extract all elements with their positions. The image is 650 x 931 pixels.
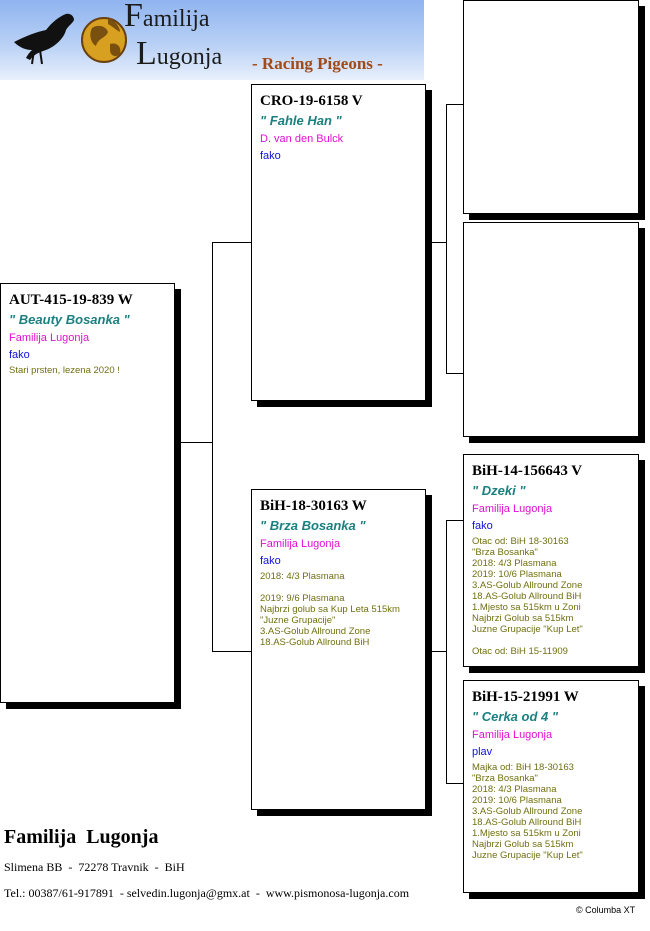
pedigree-card-sire-sire bbox=[463, 0, 639, 214]
breeder-name: Familija Lugonja bbox=[260, 538, 341, 550]
pigeon-color: plav bbox=[472, 746, 493, 758]
connector-line bbox=[446, 520, 464, 521]
pedigree-card-subject bbox=[0, 283, 175, 703]
pigeon-notes bbox=[9, 365, 166, 376]
note-line: "Juzne Grupacije" bbox=[260, 615, 336, 626]
note-line: 2018: 4/3 Plasmana bbox=[260, 571, 345, 582]
connector-line bbox=[212, 242, 252, 243]
breeder-name: D. van den Bulck bbox=[260, 133, 344, 145]
connector-line bbox=[446, 520, 447, 784]
logo-text-familija: Familija bbox=[124, 0, 210, 34]
connector-line bbox=[212, 651, 252, 652]
note-line: Najbrzi Golub sa 515km bbox=[472, 613, 574, 624]
breeder-name: Familija Lugonja bbox=[472, 729, 553, 741]
ring-number: BiH-14-156643 V bbox=[472, 463, 583, 479]
note-line: 18.AS-Golub Allround BiH bbox=[472, 817, 582, 828]
header-banner bbox=[0, 0, 424, 80]
breeder-name: Familija Lugonja bbox=[472, 503, 553, 515]
logo-text-lugonja: Lugonja bbox=[136, 35, 223, 72]
note-line: Najbrzi Golub sa 515km bbox=[472, 839, 574, 850]
note-line: Stari prsten, lezena 2020 ! bbox=[9, 365, 120, 376]
pigeon-notes bbox=[472, 536, 630, 657]
pedigree-card-dam-sire bbox=[463, 454, 639, 667]
note-line: Juzne Grupacije "Kup Let" bbox=[472, 624, 583, 635]
note-line: "Brza Bosanka" bbox=[472, 773, 538, 784]
note-line: 3.AS-Golub Allround Zone bbox=[472, 580, 583, 591]
ring-number: AUT-415-19-839 W bbox=[9, 292, 133, 308]
note-line: 2019: 10/6 Plasmana bbox=[472, 795, 562, 806]
pigeon-name: " Dzeki " bbox=[472, 483, 526, 498]
connector-line bbox=[446, 783, 464, 784]
connector-line bbox=[446, 104, 447, 374]
racing-pigeons-tagline: - Racing Pigeons - bbox=[252, 54, 383, 73]
footer-address: Slimena BB - 72278 Travnik - BiH bbox=[4, 860, 185, 874]
connector-line bbox=[174, 442, 213, 443]
note-line: Juzne Grupacije "Kup Let" bbox=[472, 850, 583, 861]
pigeon-notes bbox=[260, 571, 417, 648]
ring-number: CRO-19-6158 V bbox=[260, 93, 363, 109]
pigeon-name: " Brza Bosanka " bbox=[260, 518, 366, 533]
note-line: "Brza Bosanka" bbox=[472, 547, 538, 558]
footer-title: Familija Lugonja bbox=[4, 826, 159, 848]
connector-line bbox=[212, 242, 213, 652]
ring-number: BiH-18-30163 W bbox=[260, 498, 367, 514]
note-line: 2019: 9/6 Plasmana bbox=[260, 593, 345, 604]
pedigree-card-dam bbox=[251, 489, 426, 810]
connector-line bbox=[425, 651, 447, 652]
note-line: 3.AS-Golub Allround Zone bbox=[260, 626, 371, 637]
copyright-notice: © Columba XT bbox=[576, 905, 636, 915]
note-line: 18.AS-Golub Allround BiH bbox=[472, 591, 582, 602]
note-line: 2018: 4/3 Plasmana bbox=[472, 558, 557, 569]
note-line: Otac od: BiH 15-11909 bbox=[472, 646, 568, 657]
pigeon-color: fako bbox=[472, 520, 493, 532]
connector-line bbox=[446, 104, 464, 105]
note-line: 3.AS-Golub Allround Zone bbox=[472, 806, 583, 817]
note-line: 1.Mjesto sa 515km u Zoni bbox=[472, 828, 581, 839]
pigeon-icon bbox=[12, 8, 78, 66]
note-line bbox=[260, 582, 417, 593]
footer-contact: Tel.: 00387/61-917891 - selvedin.lugonja@gmx.at - www.pismonosa-lugonja.com bbox=[4, 886, 410, 900]
pigeon-name: " Beauty Bosanka " bbox=[9, 312, 130, 327]
pedigree-card-sire bbox=[251, 84, 426, 401]
note-line: 2019: 10/6 Plasmana bbox=[472, 569, 562, 580]
note-line: 1.Mjesto sa 515km u Zoni bbox=[472, 602, 581, 613]
pedigree-card-sire-dam bbox=[463, 222, 639, 437]
ring-number: BiH-15-21991 W bbox=[472, 689, 579, 705]
pigeon-color: fako bbox=[260, 150, 281, 162]
connector-line bbox=[425, 242, 447, 243]
pigeon-color: fako bbox=[9, 349, 30, 361]
pigeon-name: " Fahle Han " bbox=[260, 113, 342, 128]
pigeon-name: " Cerka od 4 " bbox=[472, 709, 559, 724]
globe-icon bbox=[80, 4, 130, 76]
note-line: 18.AS-Golub Allround BiH bbox=[260, 637, 370, 648]
note-line: Majka od: BiH 18-30163 bbox=[472, 762, 574, 773]
note-line: Najbrzi golub sa Kup Leta 515km bbox=[260, 604, 400, 615]
connector-line bbox=[446, 373, 464, 374]
pedigree-card-dam-dam bbox=[463, 680, 639, 893]
note-line: 2018: 4/3 Plasmana bbox=[472, 784, 557, 795]
note-line bbox=[472, 635, 630, 646]
breeder-name: Familija Lugonja bbox=[9, 332, 90, 344]
pigeon-color: fako bbox=[260, 555, 281, 567]
note-line: Otac od: BiH 18-30163 bbox=[472, 536, 569, 547]
pigeon-notes bbox=[472, 762, 630, 861]
